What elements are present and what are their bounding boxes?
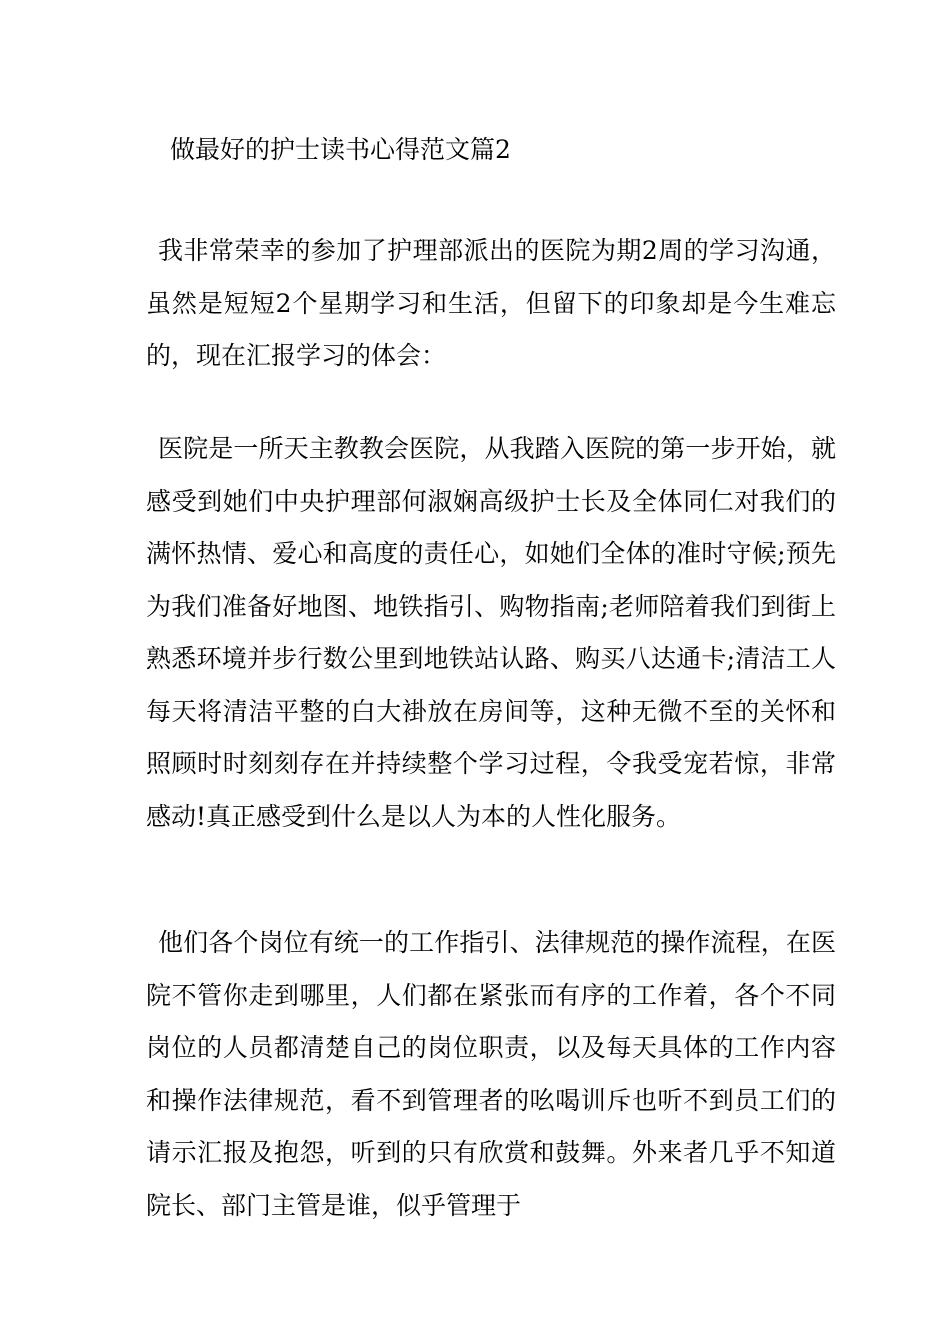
document-title: 做最好的护士读书心得范文篇2 xyxy=(170,135,511,164)
paragraph-3: 他们各个岗位有统一的工作指引、法律规范的操作流程，在医院不管你走到哪里，人们都在紧张而有序的工作着，各个不同岗位的人员都清楚自己的岗位职责，以及每天具体的工作内容和操作法律规范，看不到管理者的吆喝训斥也听不到员工们的请示汇报及抱怨，听到的只有欣赏和鼓舞。外来者几乎不知道院长、部门主管是谁，似乎管理于 xyxy=(146,928,836,1220)
paragraph-2: 医院是一所天主教教会医院，从我踏入医院的第一步开始，就感受到她们中央护理部何淑娴高级护士长及全体同仁对我们的满怀热情、爱心和高度的责任心，如她们全体的准时守候;预先为我们准备好地图、地铁指引、购物指南;老师陪着我们到街上熟悉环境并步行数公里到地铁站认路、购买八达通卡;清洁工人每天将清洁平整的白大褂放在房间等，这种无微不至的关怀和照顾时时刻刻存在并持续整个学习过程，令我受宠若惊，非常感动!真正感受到什么是以人为本的人性化服务。 xyxy=(146,434,836,831)
paragraph-1: 我非常荣幸的参加了护理部派出的医院为期2周的学习沟通，虽然是短短2个星期学习和生活，但留下的印象却是今生难忘的，现在汇报学习的体会： xyxy=(146,236,836,370)
